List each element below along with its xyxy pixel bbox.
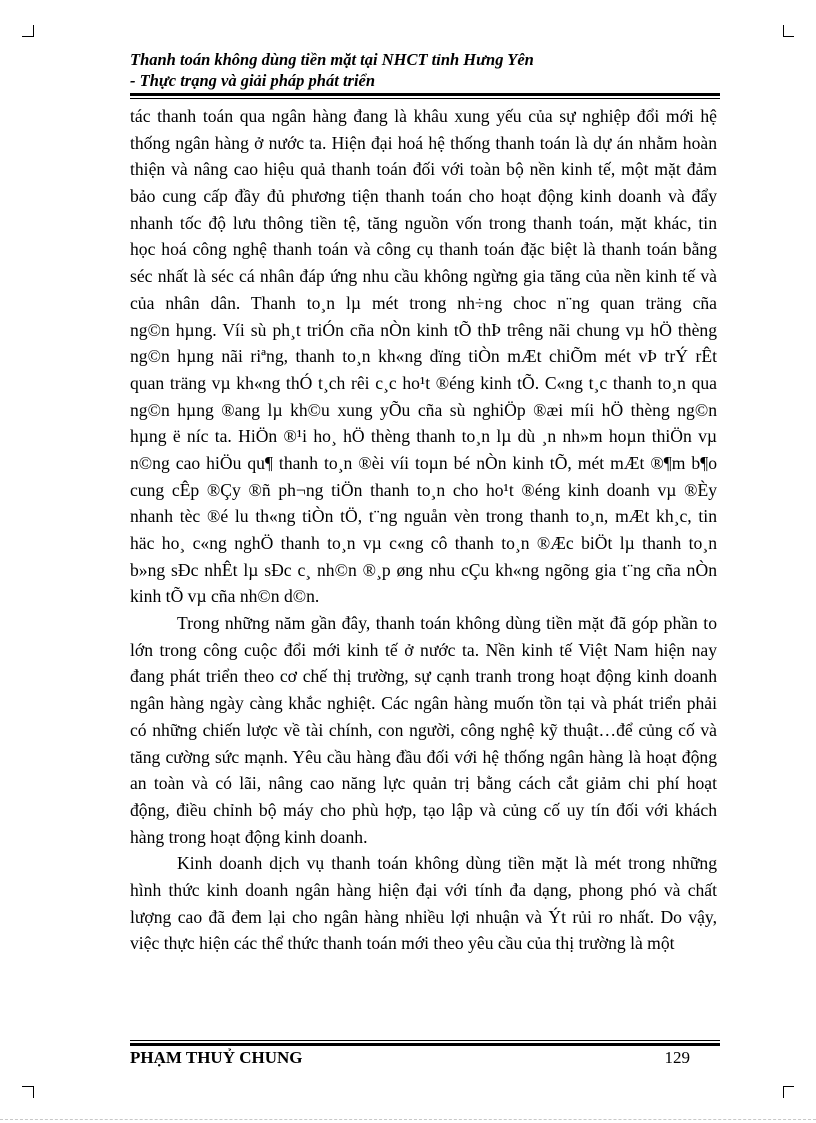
text-line: học hoá công nghệ thanh toán và công cụ thanh toán đặc biệt là thanh toán bằng [130, 239, 717, 260]
text-line: có những chiến lược về tài chính, con người, công nghệ kỹ thuật…để củng cố và [130, 719, 717, 740]
text-line: ng©n hµng. Víi sù ph¸t triÓn cña nÒn kinh tÕ thÞ trêng nãi chung vµ hÖ thèng [130, 319, 717, 340]
text-line: nhanh tèc ®é lu th«ng tiÒn tÖ, t¨ng nguån vèn trong thanh to¸n, mÆt kh¸c, tin [130, 506, 717, 527]
text-line: cung cÊp ®Çy ®ñ ph¬ng tiÖn thanh to¸n cho ho¹t ®éng kinh doanh vµ ®Èy [130, 479, 717, 500]
corner-mark-bottom-right-v [783, 1086, 784, 1098]
corner-mark-bottom-left-h [22, 1086, 33, 1087]
text-line: tác thanh toán qua ngân hàng đang là khâu xung yếu của sự nghiệp đổi mới hệ [130, 106, 717, 126]
text-line: séc nhất là séc cá nhân đáp ứng nhu cầu không ngừng gia tăng của nền kinh tế và [130, 266, 717, 287]
text-line: häc ho¸ c«ng nghÖ thanh to¸n vµ c«ng cô thanh to¸n ®Æc biÖt lµ thanh to¸n [130, 533, 717, 553]
author-name: PHẠM THUỶ CHUNG [130, 1048, 303, 1067]
header-title-line-2: - Thực trạng và giải pháp phát triển [130, 71, 376, 90]
text-line: thống ngân hàng ở nước ta. Hiện đại hoá hệ thống thanh toán là dự án nhằm hoàn [130, 132, 717, 153]
text-line-paragraph-start: Kinh doanh dịch vụ thanh toán không dùng tiền mặt là mét trong những [177, 853, 717, 874]
page-break-divider [0, 1119, 816, 1120]
corner-mark-top-right-v [783, 25, 784, 37]
text-line: quan träng vµ kh«ng thÓ t¸ch rêi c¸c ho¹t ®éng kinh tÕ. C«ng t¸c thanh to¸n qua [130, 372, 717, 393]
corner-mark-bottom-left-v [33, 1086, 34, 1098]
text-line: ng©n hµng ®ang lµ kh©u xung yÕu cña sù nghiÖp ®æi míi hÖ thèng ng©n [130, 399, 717, 420]
text-line-paragraph-start: Trong những năm gần đây, thanh toán không dùng tiền mặt đã góp phần to [177, 613, 717, 634]
text-line: nhanh tốc độ lưu thông tiền tệ, tăng nguồn vốn trong thanh toán, mặt khác, tin [130, 212, 717, 233]
text-line-paragraph-end: hàng trong hoạt động kinh doanh. [130, 826, 368, 847]
text-line: hµng ë níc ta. HiÖn ®¹i ho¸ hÖ thèng thanh to¸n lµ dù ¸n nh»m hoµn thiÖn vµ [130, 426, 717, 447]
text-line-paragraph-end: kinh tÕ vµ cña nh©n d©n. [130, 586, 320, 607]
text-line: an toàn và có lãi, nâng cao năng lực quản trị bằng cách cắt giảm chi phí hoạt [130, 773, 717, 794]
header-title-line-1: Thanh toán không dùng tiền mặt tại NHCT tỉnh Hưng Yên [130, 50, 534, 69]
text-line: động, điều chỉnh bộ máy cho phù hợp, tạo lập và củng cố uy tín đối với khách [130, 799, 717, 820]
corner-mark-bottom-right-h [783, 1086, 794, 1087]
body-text [130, 103, 717, 957]
text-line: ngân hàng ngày càng khắc nghiệt. Các ngân hàng muốn tồn tại và phát triển phải [130, 693, 717, 714]
text-line: thiện và nâng cao hiệu quả thanh toán đối với toàn bộ nền kinh tế, một mặt đảm [130, 159, 717, 180]
corner-mark-top-left-v [33, 25, 34, 37]
page-footer [130, 1048, 720, 1072]
corner-mark-top-right-h [783, 36, 794, 37]
text-line: đang phát triển theo cơ chế thị trường, sự cạnh tranh trong hoạt động kinh doanh [130, 666, 717, 687]
text-line: lượng cao đã đem lại cho ngân hàng nhiều lợi nhuận và Ýt rủi ro nhất. Do vậy, [130, 906, 717, 927]
text-line: ng©n hµng nãi riªng, thanh to¸n kh«ng dïng tiÒn mÆt chiÕm mét vÞ trÝ rÊt [130, 346, 717, 367]
page-header [130, 49, 720, 91]
page-number: 129 [664, 1048, 690, 1067]
text-line: n©ng cao hiÖu qu¶ thanh to¸n ®èi víi toµn bé nÒn kinh tÕ, mét mÆt ®¶m b¶o [130, 452, 717, 473]
text-line: bảo cung cấp đầy đủ phương tiện thanh toán cho hoạt động kinh doanh và đẩy [130, 186, 717, 207]
header-rule-thin [130, 98, 720, 99]
text-line: lớn trong công cuộc đổi mới kinh tế ở nước ta. Nền kinh tế Việt Nam hiện nay [130, 639, 717, 660]
text-line: của nhân dân. Thanh to¸n lµ mét trong nh÷ng choc n¨ng quan träng cña [130, 292, 717, 313]
footer-rule-thin [130, 1040, 720, 1041]
header-rule-thick [130, 93, 720, 96]
text-line: hình thức kinh doanh ngân hàng hiện đại với tính đa dạng, phong phó và chất [130, 879, 717, 900]
text-line: tăng cường sức mạnh. Yêu cầu hàng đầu đối với hệ thống ngân hàng là hoạt động [130, 746, 717, 767]
text-line: b»ng sÐc nhÊt lµ sÐc c¸ nh©n ®¸p øng nhu cÇu kh«ng ngõng gia t¨ng cña nÒn [130, 559, 717, 580]
corner-mark-top-left-h [22, 36, 33, 37]
footer-rule-thick [130, 1043, 720, 1046]
text-line: việc thực hiện các thể thức thanh toán mới theo yêu cầu của thị trường là một [130, 933, 675, 954]
